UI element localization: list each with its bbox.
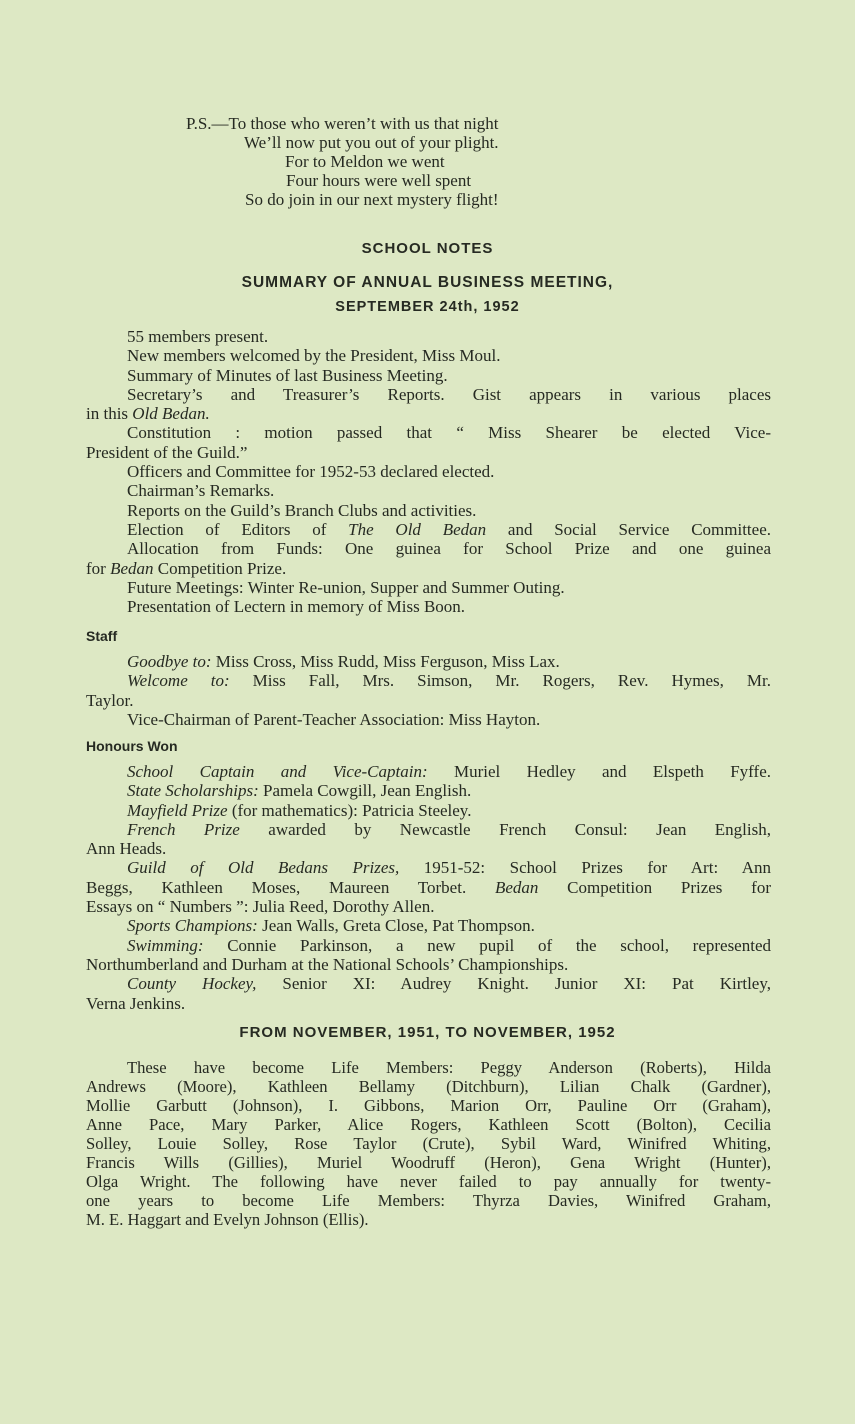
staff-line: Vice-Chairman of Parent-Teacher Association: Miss Hayton. (127, 709, 541, 729)
text-run: Beggs, Kathleen Moses, Maureen Torbet. (86, 877, 495, 897)
text-run: for (86, 558, 111, 578)
minutes-line: New members welcomed by the President, Miss Moul. (127, 346, 501, 366)
text-run: Muriel Hedley and Elspeth Fyffe. (427, 762, 771, 781)
honours-line: Ann Heads. (86, 839, 167, 859)
life-members-paragraph (86, 1058, 771, 1229)
text-run: and Social Service Committee. (486, 519, 772, 539)
school-notes-heading: SCHOOL NOTES (361, 240, 494, 257)
minutes-line: Allocation from Funds: One guinea for School Prize and one guinea (127, 539, 771, 559)
life-members-heading: FROM NOVEMBER, 1951, TO NOVEMBER, 1952 (239, 1024, 616, 1041)
paragraph-line: one years to become Life Members: Thyrza Davies, Winifred Graham, (86, 1191, 771, 1210)
meeting-summary-heading: SUMMARY OF ANNUAL BUSINESS MEETING, (241, 274, 614, 291)
honours-line: Verna Jenkins. (86, 993, 186, 1013)
minutes-line: Officers and Committee for 1952-53 declared elected. (127, 462, 495, 482)
staff-label: Goodbye to: (127, 652, 212, 671)
text-run: Election of Editors of (127, 519, 349, 539)
minutes-line: Constitution : motion passed that “ Miss Shearer be elected Vice- (127, 423, 771, 443)
minutes-line: President of the Guild.” (86, 442, 248, 462)
text-run: in this (86, 404, 133, 424)
paragraph-line: Solley, Louie Solley, Rose Taylor (Crute), Sybil Ward, Winifred Whiting, (86, 1134, 771, 1153)
minutes-line: Secretary’s and Treasurer’s Reports. Gist appears in various places (127, 384, 771, 404)
honours-line: Northumberland and Durham at the National Schools’ Championships. (86, 954, 569, 974)
honours-line (86, 820, 771, 839)
paragraph-line: M. E. Haggart and Evelyn Johnson (Ellis). (86, 1210, 369, 1229)
staff-line (86, 652, 771, 671)
verse-line: We’ll now put you out of your plight. (244, 133, 499, 152)
minutes-line: 55 members present. (127, 327, 269, 346)
minutes-line: Presentation of Lectern in memory of Miss Boon. (127, 597, 466, 617)
text-run: Pamela Cowgill, Jean English. (258, 781, 472, 801)
minutes-line (86, 404, 771, 423)
honours-line (86, 916, 771, 935)
verse-line: For to Meldon we went (285, 152, 445, 171)
text-run: Jean Walls, Greta Close, Pat Thompson. (257, 916, 535, 936)
honour-label: Sports Champions: (127, 916, 258, 936)
postscript-verse (186, 114, 666, 209)
staff-section (86, 652, 771, 729)
text-run: Miss Cross, Miss Rudd, Miss Ferguson, Miss Lax. (211, 652, 560, 671)
paragraph-line: Mollie Garbutt (Johnson), I. Gibbons, Marion Orr, Pauline Orr (Graham), (86, 1096, 771, 1115)
honours-line (86, 974, 771, 993)
minutes-line: Summary of Minutes of last Business Meeting. (127, 365, 448, 385)
verse-line: P.S.—To those who weren’t with us that night (186, 114, 499, 133)
minutes-line: Future Meetings: Winter Re-union, Supper and Summer Outing. (127, 577, 565, 597)
text-run: (for mathematics): Patricia Steeley. (227, 800, 472, 820)
honour-label: Mayfield Prize (127, 800, 228, 820)
paragraph-line: Anne Pace, Mary Parker, Alice Rogers, Kathleen Scott (Bolton), Cecilia (86, 1115, 771, 1134)
honours-line (86, 762, 771, 781)
paragraph-line: Olga Wright. The following have never failed to pay annually for twenty- (86, 1172, 771, 1191)
honours-line (86, 858, 771, 877)
honours-line (86, 936, 771, 955)
text-run: Senior XI: Audrey Knight. Junior XI: Pat Kirtley, (256, 974, 771, 994)
publication-title: Bedan (110, 558, 154, 578)
honour-label: Swimming: (127, 935, 204, 955)
text-run: 1951-52: School Prizes for Art: Ann (399, 858, 772, 878)
text-run: Miss Fall, Mrs. Simson, Mr. Rogers, Rev. Hymes, Mr. (229, 671, 771, 691)
minutes-line (86, 559, 771, 578)
paragraph-line: Andrews (Moore), Kathleen Bellamy (Ditchburn), Lilian Chalk (Gardner), (86, 1077, 771, 1096)
staff-label: Welcome to: (127, 671, 230, 691)
honour-label: Guild of Old Bedans Prizes, (127, 858, 400, 878)
honours-heading: Honours Won (86, 738, 178, 754)
verse-line: Four hours were well spent (286, 171, 472, 190)
text-run: Competition Prize. (153, 558, 287, 578)
honour-label: State Scholarships: (127, 781, 259, 801)
verse-line: So do join in our next mystery flight! (245, 190, 499, 209)
paragraph-line: These have become Life Members: Peggy Anderson (Roberts), Hilda (127, 1058, 771, 1077)
honour-label: French Prize (127, 819, 240, 839)
publication-title: The Old Bedan (348, 519, 487, 539)
honour-label: School Captain and Vice-Captain: (127, 762, 428, 781)
text-run: awarded by Newcastle French Consul: Jean English, (239, 819, 771, 839)
honours-section (86, 762, 771, 1013)
text-run: Connie Parkinson, a new pupil of the school, represented (203, 935, 771, 955)
minutes-line (86, 520, 771, 539)
honour-label: County Hockey, (127, 974, 257, 994)
minutes-line: Chairman’s Remarks. (127, 481, 275, 501)
paragraph-line: Francis Wills (Gillies), Muriel Woodruff (Heron), Gena Wright (Hunter), (86, 1153, 771, 1172)
publication-title: Bedan (494, 877, 539, 897)
staff-line (86, 671, 771, 690)
honours-line (86, 801, 771, 820)
publication-title: Old Bedan. (132, 404, 210, 424)
honours-line (86, 781, 771, 800)
meeting-date-heading: SEPTEMBER 24th, 1952 (335, 299, 520, 315)
honours-line: Essays on “ Numbers ”: Julia Reed, Dorothy Allen. (86, 897, 435, 917)
staff-line: Taylor. (86, 690, 134, 710)
text-run: Competition Prizes for (538, 877, 771, 897)
minutes-line: Reports on the Guild’s Branch Clubs and activities. (127, 500, 477, 520)
honours-line (86, 878, 771, 897)
meeting-minutes (86, 327, 771, 616)
staff-heading: Staff (86, 628, 118, 644)
